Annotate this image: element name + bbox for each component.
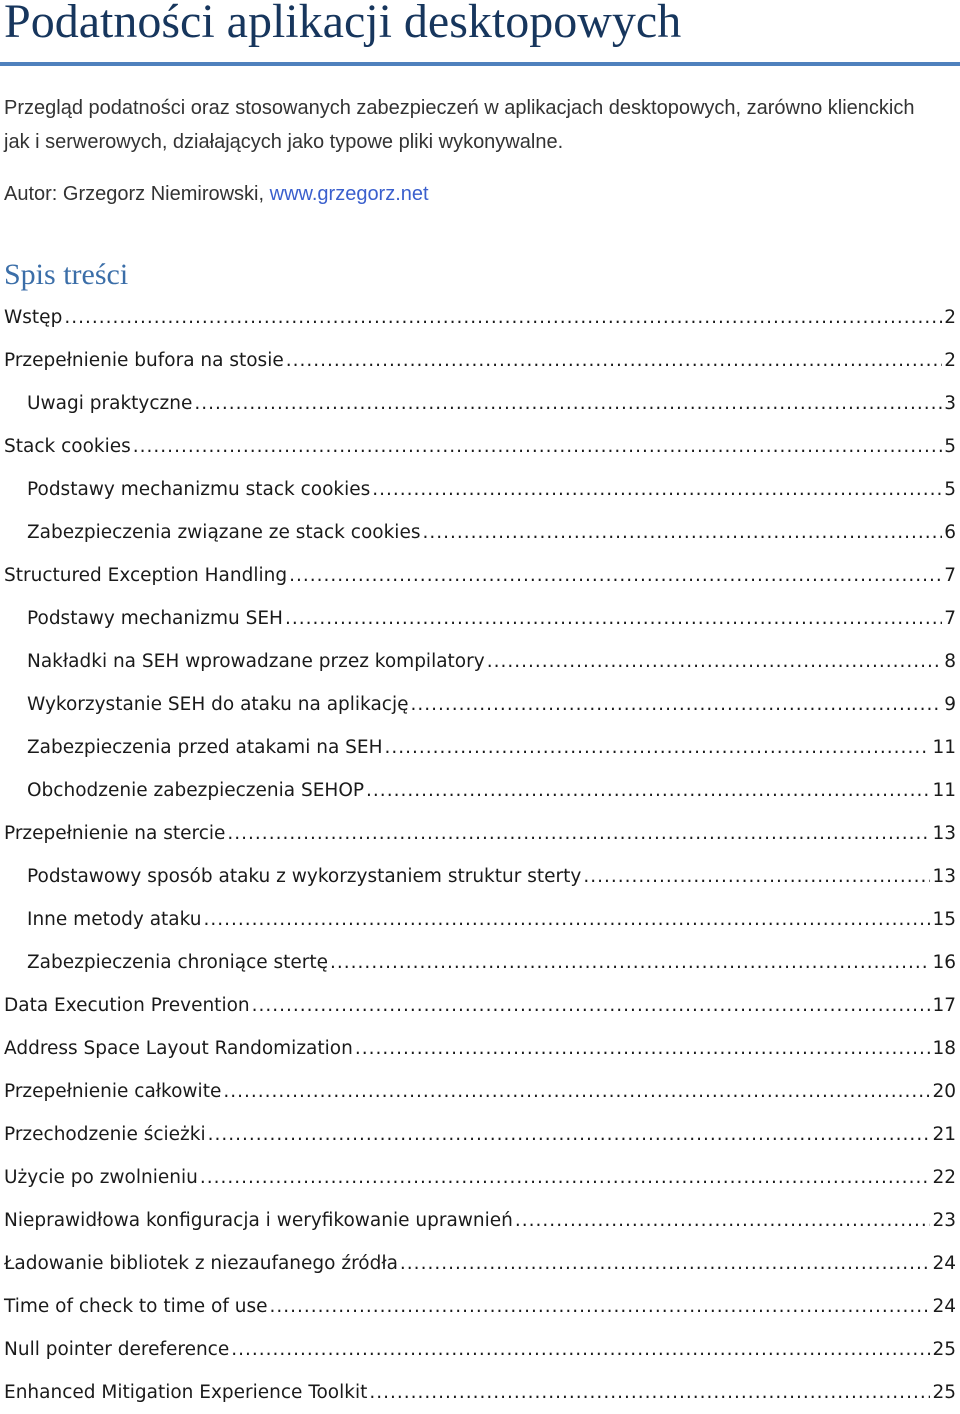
- toc-entry-page-number: 20: [932, 1081, 956, 1102]
- toc-entry-page-number: 13: [932, 866, 956, 887]
- toc-entry-page-number: 11: [932, 780, 956, 801]
- toc-entry-label: Nakładki na SEH wprowadzane przez kompilatory: [27, 651, 485, 672]
- toc-entry-label: Ładowanie bibliotek z niezaufanego źródła: [4, 1253, 398, 1274]
- toc-dot-leader: [200, 1167, 931, 1188]
- toc-entry[interactable]: [0, 1242, 960, 1285]
- toc-entry[interactable]: [0, 898, 960, 941]
- toc-entry-label: Zabezpieczenia przed atakami na SEH: [27, 737, 383, 758]
- toc-dot-leader: [252, 995, 931, 1016]
- document-intro: Przegląd podatności oraz stosowanych zabezpieczeń w aplikacjach desktopowych, zarówno klienckich jak i serwerowych, działających jako typowe pliki wykonywalne.: [4, 97, 915, 153]
- title-underline-rule: [0, 62, 960, 66]
- toc-dot-leader: [270, 1296, 931, 1317]
- toc-entry-label: Enhanced Mitigation Experience Toolkit: [4, 1382, 368, 1403]
- toc-entry-page-number: 2: [944, 307, 956, 328]
- toc-entry-page-number: 25: [932, 1339, 956, 1360]
- toc-entry-page-number: 3: [944, 393, 956, 414]
- toc-entry[interactable]: [0, 1027, 960, 1070]
- toc-entry-label: Podstawowy sposób ataku z wykorzystaniem struktur sterty: [27, 866, 582, 887]
- toc-entry-page-number: 11: [932, 737, 956, 758]
- author-line: [4, 177, 429, 211]
- toc-entry-page-number: 15: [932, 909, 956, 930]
- toc-entry-page-number: 21: [932, 1124, 956, 1145]
- toc-entry-page-number: 13: [932, 823, 956, 844]
- toc-dot-leader: [223, 1081, 930, 1102]
- toc-dot-leader: [515, 1210, 931, 1231]
- toc-entry-page-number: 8: [944, 651, 956, 672]
- toc-entry[interactable]: [0, 984, 960, 1027]
- toc-entry-label: Uwagi praktyczne: [27, 393, 193, 414]
- toc-entry-label: Data Execution Prevention: [4, 995, 250, 1016]
- toc-entry-page-number: 25: [932, 1382, 956, 1403]
- toc-entry-label: Null pointer dereference: [4, 1339, 230, 1360]
- toc-dot-leader: [208, 1124, 931, 1145]
- toc-entry-page-number: 22: [932, 1167, 956, 1188]
- toc-entry[interactable]: [0, 726, 960, 769]
- toc-entry-page-number: 17: [932, 995, 956, 1016]
- toc-dot-leader: [231, 1339, 930, 1360]
- toc-entry-page-number: 18: [932, 1038, 956, 1059]
- toc-entry[interactable]: [0, 1156, 960, 1199]
- author-prefix: Autor: Grzegorz Niemirowski,: [4, 183, 270, 205]
- toc-entry-page-number: 5: [944, 436, 956, 457]
- toc-entry[interactable]: [0, 1113, 960, 1156]
- toc-dot-leader: [583, 866, 930, 887]
- toc-entry-page-number: 9: [944, 694, 956, 715]
- toc-dot-leader: [355, 1038, 931, 1059]
- toc-entry[interactable]: [0, 382, 960, 425]
- toc-entry[interactable]: [0, 339, 960, 382]
- toc-dot-leader: [289, 565, 942, 586]
- toc-entry[interactable]: [0, 683, 960, 726]
- toc-dot-leader: [64, 307, 942, 328]
- toc-entry[interactable]: [0, 425, 960, 468]
- toc-entry[interactable]: [0, 296, 960, 339]
- toc-entry[interactable]: [0, 468, 960, 511]
- toc-entry-label: Inne metody ataku: [27, 909, 202, 930]
- toc-dot-leader: [487, 651, 943, 672]
- toc-entry-label: Obchodzenie zabezpieczenia SEHOP: [27, 780, 365, 801]
- toc-entry-label: Stack cookies: [4, 436, 131, 457]
- toc-dot-leader: [194, 393, 942, 414]
- toc-entry[interactable]: [0, 597, 960, 640]
- toc-entry-page-number: 24: [932, 1296, 956, 1317]
- toc-entry-page-number: 23: [932, 1210, 956, 1231]
- toc-dot-leader: [385, 737, 931, 758]
- toc-entry-page-number: 5: [944, 479, 956, 500]
- toc-entry[interactable]: [0, 769, 960, 812]
- toc-dot-leader: [227, 823, 930, 844]
- toc-entry-label: Podstawy mechanizmu SEH: [27, 608, 283, 629]
- toc-dot-leader: [204, 909, 931, 930]
- author-website-link[interactable]: www.grzegorz.net: [269, 183, 429, 205]
- toc-entry[interactable]: [0, 941, 960, 984]
- toc-entry-label: Przepełnienie na stercie: [4, 823, 226, 844]
- toc-entry[interactable]: [0, 855, 960, 898]
- toc-dot-leader: [330, 952, 930, 973]
- toc-entry-label: Przepełnienie całkowite: [4, 1081, 222, 1102]
- document-title: Podatności aplikacji desktopowych: [4, 0, 682, 48]
- toc-entry-label: Przechodzenie ścieżki: [4, 1124, 206, 1145]
- toc-dot-leader: [372, 479, 942, 500]
- toc-dot-leader: [422, 522, 942, 543]
- toc-entry-page-number: 7: [944, 608, 956, 629]
- toc-entry-page-number: 7: [944, 565, 956, 586]
- toc-entry-label: Address Space Layout Randomization: [4, 1038, 353, 1059]
- toc-dot-leader: [286, 350, 942, 371]
- toc-entry-label: Podstawy mechanizmu stack cookies: [27, 479, 371, 500]
- toc-entry-page-number: 6: [944, 522, 956, 543]
- toc-entry-label: Przepełnienie bufora na stosie: [4, 350, 284, 371]
- toc-entry[interactable]: [0, 1285, 960, 1328]
- toc-entry[interactable]: [0, 812, 960, 855]
- toc-entry-label: Wstęp: [4, 307, 63, 328]
- toc-dot-leader: [366, 780, 930, 801]
- toc-entry-label: Structured Exception Handling: [4, 565, 288, 586]
- toc-entry-label: Zabezpieczenia chroniące stertę: [27, 952, 329, 973]
- toc-entry-page-number: 2: [944, 350, 956, 371]
- toc-entry[interactable]: [0, 511, 960, 554]
- toc-entry-page-number: 16: [932, 952, 956, 973]
- toc-dot-leader: [133, 436, 942, 457]
- toc-entry-label: Time of check to time of use: [4, 1296, 268, 1317]
- toc-entry-label: Nieprawidłowa konfiguracja i weryfikowanie uprawnień: [4, 1210, 513, 1231]
- toc-entry-label: Wykorzystanie SEH do ataku na aplikację: [27, 694, 409, 715]
- toc-entry[interactable]: [0, 1070, 960, 1113]
- toc-dot-leader: [400, 1253, 931, 1274]
- toc-dot-leader: [285, 608, 942, 629]
- toc-entry[interactable]: [0, 640, 960, 683]
- toc-entry-label: Użycie po zwolnieniu: [4, 1167, 198, 1188]
- toc-entry-page-number: 24: [932, 1253, 956, 1274]
- toc-entry[interactable]: [0, 1199, 960, 1242]
- toc-heading: Spis treści: [4, 258, 129, 291]
- table-of-contents: [0, 296, 960, 1414]
- toc-dot-leader: [369, 1382, 930, 1403]
- toc-entry-label: Zabezpieczenia związane ze stack cookies: [27, 522, 421, 543]
- toc-entry[interactable]: [0, 1328, 960, 1371]
- toc-entry[interactable]: [0, 1371, 960, 1414]
- toc-entry[interactable]: [0, 554, 960, 597]
- toc-dot-leader: [410, 694, 942, 715]
